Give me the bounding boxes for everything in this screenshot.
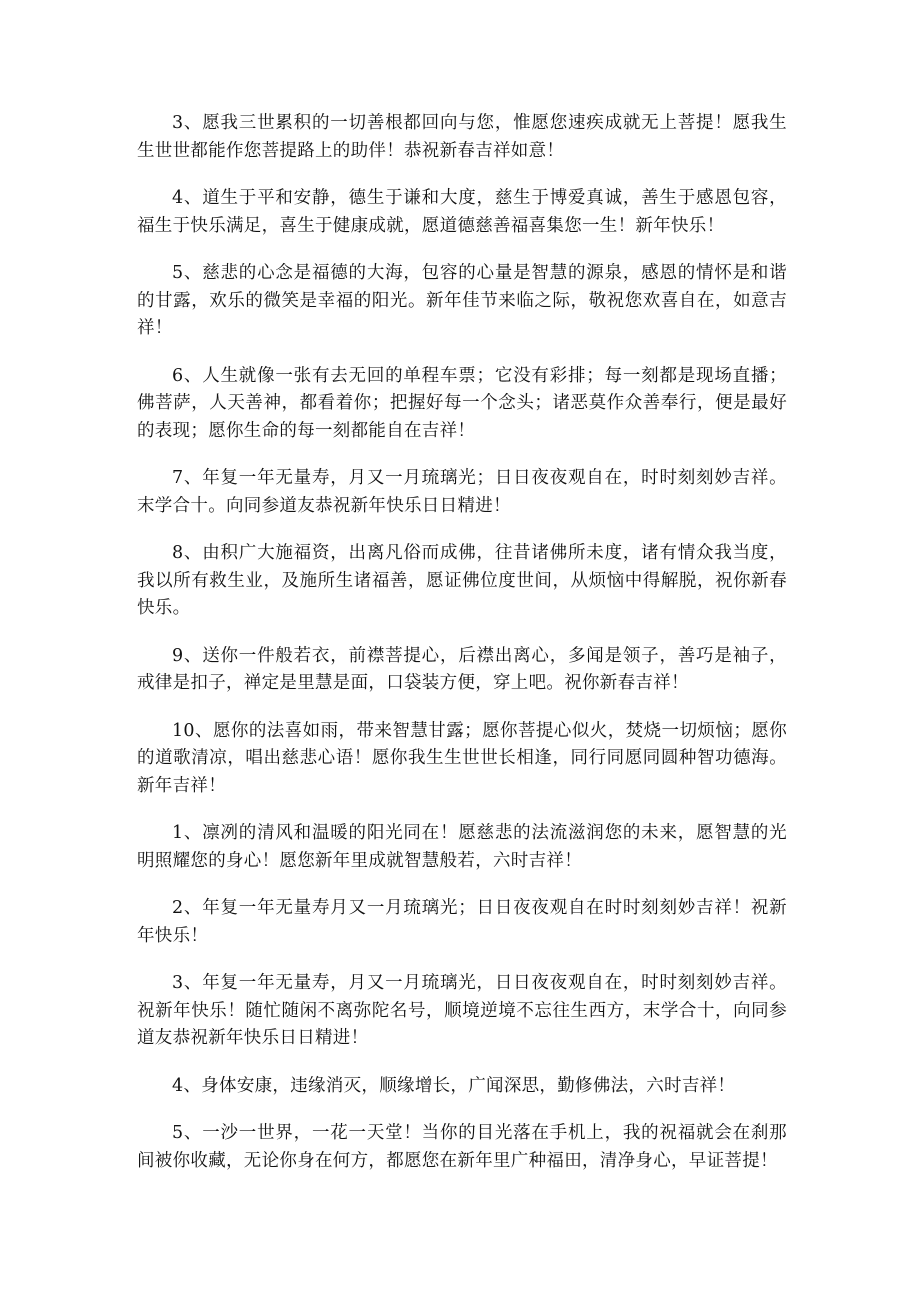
paragraph: 8、由积广大施福资，出离凡俗而成佛，往昔诸佛所未度，诸有情众我当度，我以所有救生业，及施所生诸福善，愿证佛位度世间，从烦恼中得解脱，祝你新春快乐。: [137, 543, 787, 618]
paragraph: 4、身体安康，违缘消灭，顺缘增长，广闻深思，勤修佛法，六时吉祥！: [172, 1075, 736, 1096]
paragraph: 9、送你一件般若衣，前襟菩提心，后襟出离心，多闻是领子，善巧是袖子，戒律是扣子，禅定是里慧是面，口袋装方便，穿上吧。祝你新春吉祥！: [137, 645, 787, 693]
paragraph: 5、慈悲的心念是福德的大海，包容的心量是智慧的源泉，感恩的情怀是和谐的甘露，欢乐的微笑是幸福的阳光。新年佳节来临之际，敬祝您欢喜自在，如意吉祥！: [137, 263, 787, 338]
paragraph: 10、愿你的法喜如雨，带来智慧甘露；愿你菩提心似火，焚烧一切烦恼；愿你的道歌清凉，唱出慈悲心语！愿你我生生世世长相逢，同行同愿同圆种智功德海。新年吉祥！: [137, 720, 787, 796]
paragraph: 5、一沙一世界，一花一天堂！当你的目光落在手机上，我的祝福就会在刹那间被你收藏，无论你身在何方，都愿您在新年里广种福田，清净身心，早证菩提！: [137, 1123, 787, 1171]
paragraph: 1、凛冽的清风和温暖的阳光同在！愿慈悲的法流滋润您的未来，愿智慧的光明照耀您的身心！愿您新年里成就智慧般若，六时吉祥！: [137, 823, 787, 871]
document-body: [137, 110, 787, 1195]
paragraph: 6、人生就像一张有去无回的单程车票；它没有彩排；每一刻都是现场直播；佛菩萨，人天善神，都看着你；把握好每一个念头；诸恶莫作众善奉行，便是最好的表现；愿你生命的每一刻都能自在吉祥！: [137, 365, 787, 441]
paragraph: 3、年复一年无量寿，月又一月琉璃光，日日夜夜观自在，时时刻刻妙吉祥。祝新年快乐！随忙随闲不离弥陀名号，顺境逆境不忘往生西方，末学合十，向同参道友恭祝新年快乐日日精进！: [137, 973, 787, 1048]
paragraph: 2、年复一年无量寿月又一月琉璃光；日日夜夜观自在时时刻刻妙吉祥！祝新年快乐！: [137, 898, 787, 946]
paragraph: 7、年复一年无量寿，月又一月琉璃光；日日夜夜观自在，时时刻刻妙吉祥。末学合十。向同参道友恭祝新年快乐日日精进！: [137, 468, 787, 516]
paragraph: 4、道生于平和安静，德生于谦和大度，慈生于博爱真诚，善生于感恩包容，福生于快乐满足，喜生于健康成就，愿道德慈善福喜集您一生！新年快乐！: [137, 188, 787, 236]
paragraph: 3、愿我三世累积的一切善根都回向与您，惟愿您速疾成就无上菩提！愿我生生世世都能作您菩提路上的助伴！恭祝新春吉祥如意！: [137, 113, 787, 161]
